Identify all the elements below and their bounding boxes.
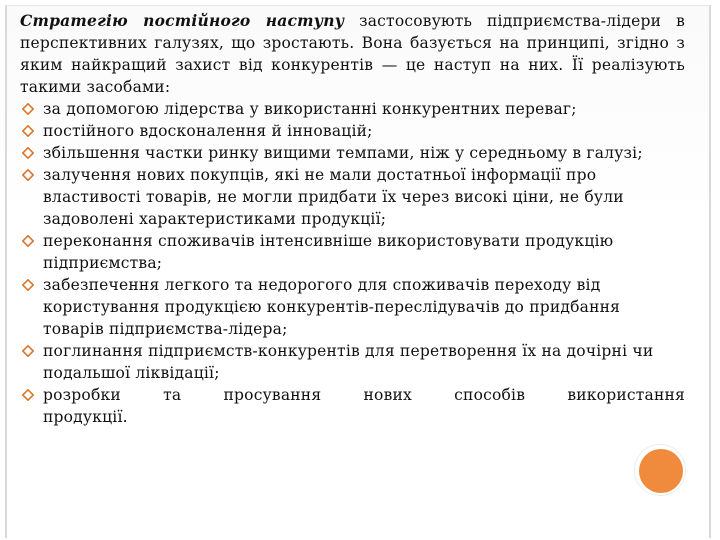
list-item-text: залучення нових покупців, які не мали достатньої інформації про властивості товарів, не могли придбати їх через високі ціни, не були задоволені характеристиками продукції; — [43, 166, 624, 228]
list-item-text: постійного вдосконалення й інновацій; — [43, 122, 373, 140]
list-item — [20, 164, 685, 230]
diamond-outline-icon — [22, 345, 34, 357]
list-item — [20, 230, 685, 274]
diamond-outline-icon — [22, 169, 34, 181]
list-item-text: поглинання підприємств-конкурентів для перетворення їх на дочірні чи подальшої ліквідації; — [43, 342, 654, 382]
list-item-text: збільшення частки ринку вищими темпами, ніж у середньому в галузі; — [43, 144, 643, 162]
list-item — [20, 120, 685, 142]
list-item — [20, 98, 685, 120]
intro-text: застосовують підприємства-лідери в перспективних галузях, що зростають. Вона базується на принципі, згідно з яким найкращий захист від конкурентів — це наступ на них. Її реалізують такими засобами: — [20, 12, 685, 96]
intro-paragraph — [20, 10, 685, 98]
list-item-text: забезпечення легкого та недорогого для споживачів переходу від користування продукцією конкурентів-переслідувачів до придбання товарів підприємства-лідера; — [43, 276, 621, 338]
list-item-text: переконання споживачів інтенсивніше використовувати продукцію підприємства; — [43, 232, 614, 272]
list-item-text-line1: розробки та просування нових способів використання — [43, 386, 685, 404]
diamond-outline-icon — [22, 125, 34, 137]
list-item-text: за допомогою лідерства у використанні конкурентних переваг; — [43, 100, 577, 118]
orange-circle-decoration — [639, 449, 683, 493]
diamond-outline-icon — [22, 389, 34, 401]
bullet-list — [20, 98, 685, 428]
intro-emphasis: Стратегію постійного наступу — [20, 11, 345, 30]
list-item — [20, 142, 685, 164]
list-item — [20, 384, 685, 428]
diamond-outline-icon — [22, 279, 34, 291]
list-item-text-line2: продукції. — [43, 408, 128, 426]
diamond-outline-icon — [22, 235, 34, 247]
slide-content — [20, 10, 685, 428]
diamond-outline-icon — [22, 147, 34, 159]
diamond-outline-icon — [22, 103, 34, 115]
list-item — [20, 274, 685, 340]
list-item — [20, 340, 685, 384]
